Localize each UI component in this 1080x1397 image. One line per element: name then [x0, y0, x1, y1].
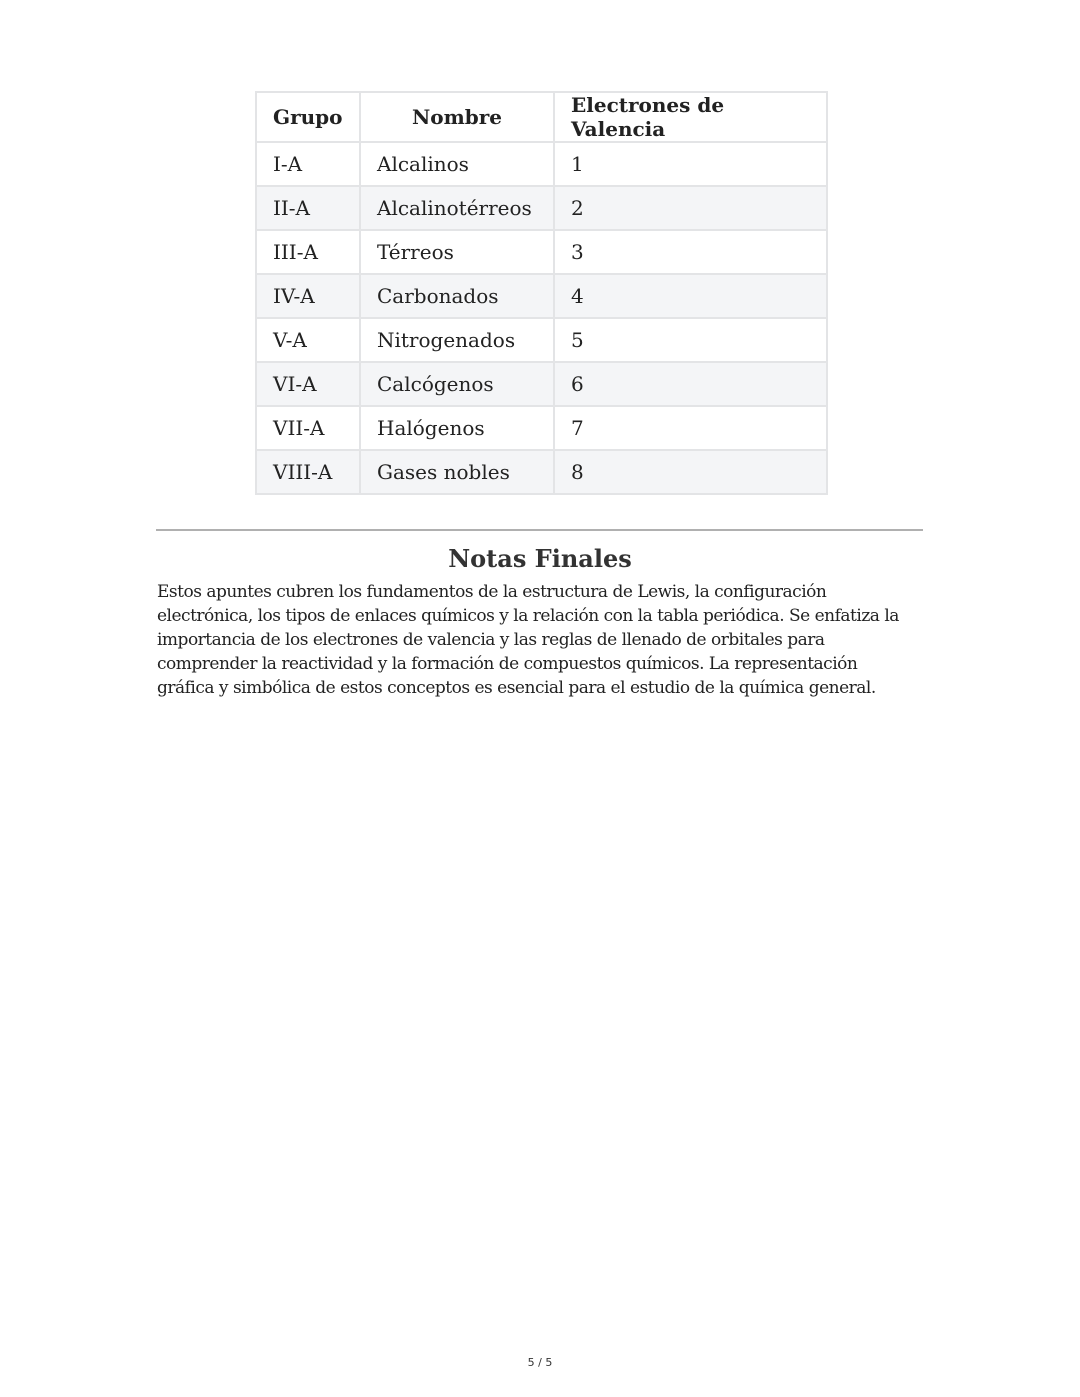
cell-grupo: IV-A: [256, 274, 360, 318]
valence-table: [255, 91, 828, 495]
header-electrones: Electrones de Valencia: [554, 92, 827, 142]
cell-nombre: Alcalinotérreos: [360, 186, 554, 230]
cell-grupo: II-A: [256, 186, 360, 230]
notes-paragraph: [157, 580, 937, 700]
cell-grupo: VII-A: [256, 406, 360, 450]
table-row: [256, 450, 827, 494]
table-row: [256, 230, 827, 274]
table-header-row: [256, 92, 827, 142]
table-row: [256, 142, 827, 186]
section-title: Notas Finales: [448, 544, 632, 573]
page-number: 5 / 5: [527, 1356, 553, 1369]
cell-electrones: 5: [554, 318, 827, 362]
table-row: [256, 362, 827, 406]
cell-nombre: Halógenos: [360, 406, 554, 450]
cell-electrones: 1: [554, 142, 827, 186]
paragraph-line: Estos apuntes cubren los fundamentos de la estructura de Lewis, la configuración: [157, 582, 827, 602]
paragraph-line: gráfica y simbólica de estos conceptos es esencial para el estudio de la química general.: [157, 678, 876, 698]
cell-nombre: Carbonados: [360, 274, 554, 318]
cell-electrones: 2: [554, 186, 827, 230]
cell-grupo: VIII-A: [256, 450, 360, 494]
paragraph-line: comprender la reactividad y la formación de compuestos químicos. La representación: [157, 654, 858, 674]
cell-grupo: VI-A: [256, 362, 360, 406]
paragraph-line: electrónica, los tipos de enlaces químicos y la relación con la tabla periódica. Se enfatiza la: [157, 606, 899, 626]
table-row: [256, 274, 827, 318]
table-row: [256, 186, 827, 230]
paragraph-line: importancia de los electrones de valencia y las reglas de llenado de orbitales para: [157, 630, 825, 650]
cell-grupo: III-A: [256, 230, 360, 274]
cell-nombre: Gases nobles: [360, 450, 554, 494]
table-row: [256, 318, 827, 362]
divider: [156, 529, 923, 531]
cell-grupo: V-A: [256, 318, 360, 362]
header-nombre: Nombre: [360, 92, 554, 142]
cell-electrones: 6: [554, 362, 827, 406]
cell-nombre: Alcalinos: [360, 142, 554, 186]
cell-electrones: 3: [554, 230, 827, 274]
cell-nombre: Térreos: [360, 230, 554, 274]
cell-nombre: Nitrogenados: [360, 318, 554, 362]
cell-electrones: 7: [554, 406, 827, 450]
header-grupo: Grupo: [256, 92, 360, 142]
cell-nombre: Calcógenos: [360, 362, 554, 406]
cell-electrones: 8: [554, 450, 827, 494]
cell-grupo: I-A: [256, 142, 360, 186]
cell-electrones: 4: [554, 274, 827, 318]
table-row: [256, 406, 827, 450]
